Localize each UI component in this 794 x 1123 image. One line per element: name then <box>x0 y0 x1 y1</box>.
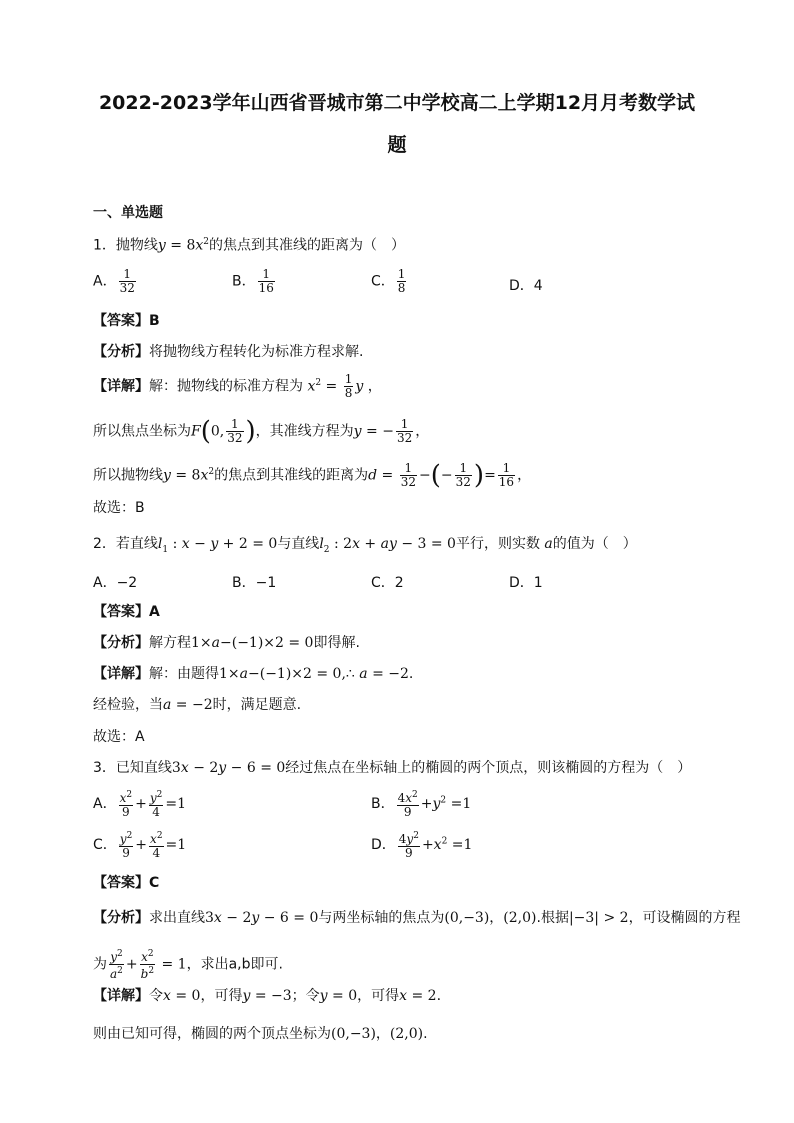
q3-analysis-2: 为 $\frac{y^2}{a^2}$ + $\frac{x^2}{b^2}$ = 1，求出a,b即可. <box>93 949 283 981</box>
q2-detail: 【详解】解：由题得1×a−(−1)×2 = 0,∴ a = −2. <box>93 666 414 682</box>
question-3-stem: 3．已知直线3x − 2y − 6 = 0经过焦点在坐标轴上的椭圆的两个顶点，则该椭圆的方程为（ ） <box>93 760 692 776</box>
q1-option-b: B． $\frac{1}{16}$ <box>232 267 274 295</box>
q2-option-a: A．−2 <box>93 575 138 591</box>
q3-analysis-1: 【分析】求出直线3x − 2y − 6 = 0与两坐标轴的焦点为(0,−3)，(2,0).根据|−3| > 2，可设椭圆的方程 <box>93 910 741 926</box>
q3-option-a: A． $\frac{x^2}{9}$ + $\frac{y^2}{4}$ =1 <box>93 790 186 819</box>
q1-detail-1: 【详解】解：抛物线的标准方程为 $x^2$ = $\frac{1}{8}$ y ， <box>93 372 382 401</box>
q2-option-b: B．−1 <box>232 575 277 591</box>
q3-detail-2: 则由已知可得，椭圆的两个顶点坐标为(0,−3)，(2,0). <box>93 1026 428 1042</box>
question-2-stem: 2．若直线$l_1$ : x − y + 2 = 0与直线$l_2$ : 2x + ay − 3 = 0平行，则实数 a的值为（ ） <box>93 536 637 555</box>
q2-analysis: 【分析】解方程1×a−(−1)×2 = 0即得解. <box>93 635 360 651</box>
document-title: 2022-2023学年山西省晋城市第二中学校高二上学期12月月考数学试 <box>98 92 696 114</box>
q3-option-c: C． $\frac{y^2}{9}$ + $\frac{x^2}{4}$ =1 <box>93 831 187 860</box>
q1-option-d: D．4 <box>509 278 543 294</box>
q1-analysis: 【分析】将抛物线方程转化为标准方程求解. <box>93 344 364 360</box>
q3-option-d: D． $\frac{4y^2}{9}$ $+x^2 =1$ <box>371 831 473 860</box>
q1-detail-2: 所以焦点坐标为F(0, $\frac{1}{32}$ )，其准线方程为y = − $\frac{1}{32}$ ， <box>93 416 430 447</box>
q2-option-d: D．1 <box>509 575 543 591</box>
document-title-continued: 题 <box>387 134 407 156</box>
question-1-stem: 1．抛物线$y = 8x^2$的焦点到其准线的距离为（ ） <box>93 237 406 254</box>
section-heading: 一、单选题 <box>93 205 163 221</box>
q1-answer: 【答案】B <box>93 313 160 329</box>
q1-detail-3: 所以抛物线$y = 8x^2$的焦点到其准线的距离为d = $\frac{1}{32}$ −(− $\frac{1}{32}$ )= $\frac{1}{16}$ ， <box>93 460 532 491</box>
q1-option-a: A． $\frac{1}{32}$ <box>93 267 135 295</box>
q1-conclusion: 故选：B <box>93 500 145 516</box>
q2-option-c: C．2 <box>371 575 404 591</box>
q3-option-b: B． $\frac{4x^2}{9}$ $+y^2 =1$ <box>371 790 472 819</box>
q1-option-c: C． $\frac{1}{8}$ <box>371 267 406 295</box>
q3-detail-1: 【详解】令x = 0，可得y = −3；令y = 0，可得x = 2. <box>93 988 442 1004</box>
q2-answer: 【答案】A <box>93 604 160 620</box>
q3-answer: 【答案】C <box>93 875 160 891</box>
q2-conclusion: 故选：A <box>93 729 145 745</box>
q2-check: 经检验，当a = −2时，满足题意. <box>93 697 302 713</box>
